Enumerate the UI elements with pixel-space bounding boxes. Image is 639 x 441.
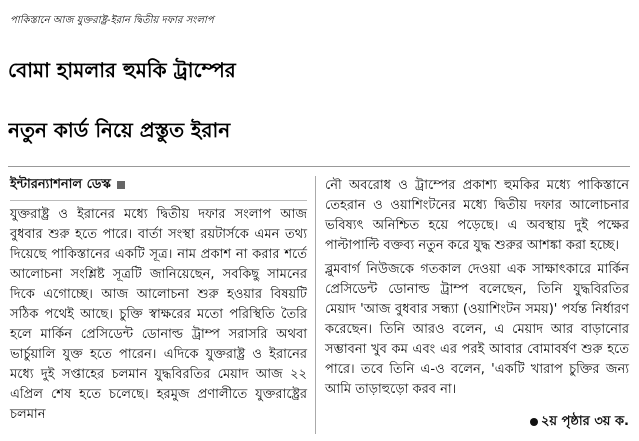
desk-byline — [10, 176, 307, 194]
headline-line-1: বোমা হামলার হুমকি ট্রাম্পের — [8, 58, 236, 82]
byline-rule — [10, 200, 307, 201]
right-column — [325, 176, 629, 400]
right-body-paragraph-1: নৌ অবরোধ ও ট্রাম্পের প্রকাশ্য হুমকির মধ্যে পাকিস্তানে তেহরান ও ওয়াশিংটনের মধ্যে দ্বিতীয় দফার আলোচনার ভবিষ্যৎ অনিশ্চিত হয়ে পড়েছে। এ অবস্থায় দুই পক্ষের পাল্টাপাল্টি বক্তব্য নতুন করে যুদ্ধ শুরুর আশঙ্কা করা হচ্ছে। — [325, 178, 629, 253]
headline — [8, 40, 633, 160]
left-column — [10, 176, 307, 425]
right-body-paragraph-2: ব্লুমবার্গ নিউজকে গতকাল দেওয়া এক সাক্ষাৎকারে মার্কিন প্রেসিডেন্ট ডোনাল্ড ট্রাম্প বলেছেন, তিনি যুদ্ধবিরতির মেয়াদ 'আজ বুধবার সন্ধ্যা (ওয়াশিংটন সময়)' পর্যন্ত নির্ধারণ করেছেন। তিনি আরও বলেন, এ মেয়াদ আর বাড়ানোর সম্ভাবনা খুব কম এবং এর পরই আবার বোমাবর্ষণ শুরু হতে পারে। তবে তিনি এ-ও বলেন, 'একটি খারাপ চুক্তির জন্য আমি তাড়াহুড়ো করব না। — [325, 262, 629, 397]
headline-line-2: নতুন কার্ড নিয়ে প্রস্তুত ইরান — [8, 118, 231, 142]
left-body-paragraph: যুক্তরাষ্ট্র ও ইরানের মধ্যে দ্বিতীয় দফার সংলাপ আজ বুধবার শুরু হতে পারে। বার্তা সংস্থা রয়টার্সকে এমন তথ্য দিয়েছে পাকিস্তানের একটি সূত্র। নাম প্রকাশ না করার শর্তে আলোচনা সংশ্লিষ্ট সূত্রটি জানিয়েছেন, সবকিছু সামনের দিকে এগোচ্ছে। আজ আলোচনা শুরু হওয়ার বিষয়টি সঠিক পথেই আছে। চুক্তি স্বাক্ষরের মতো পরিস্থিতি তৈরি হলে মার্কিন প্রেসিডেন্ট ডোনাল্ড ট্রাম্প সরাসরি অথবা ভার্চুয়ালি যুক্ত হতে পারেন। এদিকে যুক্তরাষ্ট্র ও ইরানের মধ্যে দুই সপ্তাহের চলমান যুদ্ধবিরতির মেয়াদ আজ ২২ এপ্রিল শেষ হতে চলেছে। হরমুজ প্রণালীতে যুক্তরাষ্ট্রের চলমান — [10, 207, 307, 422]
column-divider — [315, 176, 316, 434]
desk-label: ইন্টারন্যাশনাল ডেস্ক — [10, 177, 111, 192]
headline-rule — [8, 166, 630, 167]
continuation-text: ২য় পৃষ্ঠার ৩য় ক. — [540, 414, 629, 429]
continuation-note — [530, 412, 629, 433]
square-bullet-icon — [117, 181, 125, 189]
kicker-line: পাকিস্তানে আজ যুক্তরাষ্ট্র-ইরান দ্বিতীয় দফার সংলাপ — [10, 15, 214, 26]
bullet-icon — [530, 418, 538, 426]
